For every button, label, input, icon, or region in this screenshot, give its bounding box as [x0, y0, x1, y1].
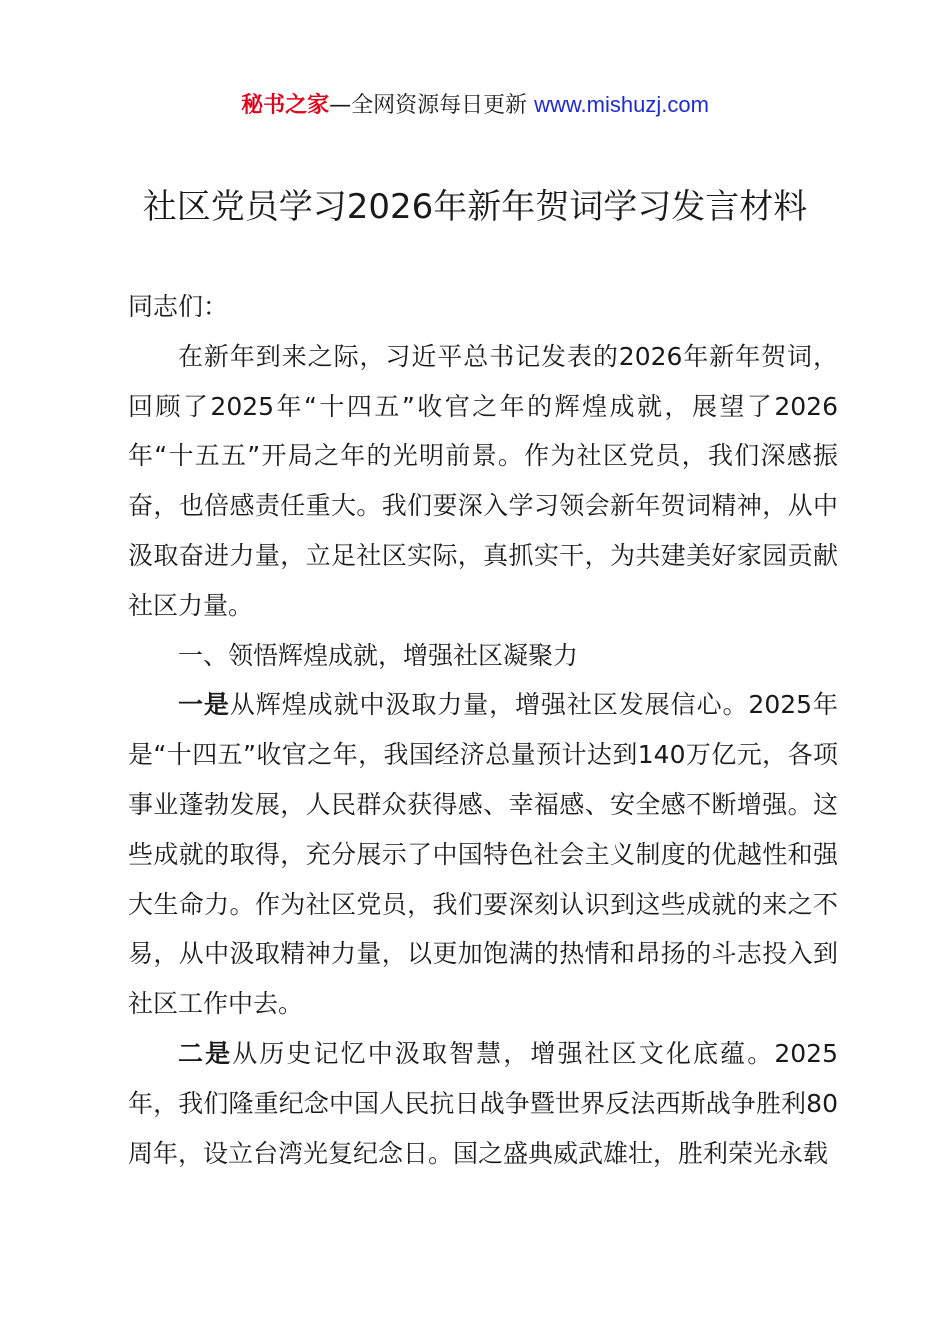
point-two-text: 从历史记忆中汲取智慧，增强社区文化底蕴。2025年，我们隆重纪念中国人民抗日战争暨世界反法西斯战争胜利80周年，设立台湾光复纪念日。国之盛典威武雄壮，胜利荣光永载 — [128, 1038, 838, 1168]
document-title: 社区党员学习2026年新年贺词学习发言材料 — [142, 187, 808, 227]
section-heading: 一、领悟辉煌成就，增强社区凝聚力 — [178, 640, 579, 670]
site-url-link[interactable]: www.mishuzj.com — [534, 92, 709, 117]
site-header — [0, 88, 950, 123]
point-one-paragraph — [128, 680, 838, 1029]
document-body — [128, 282, 838, 1178]
header-tagline: —全网资源每日更新 — [329, 93, 535, 118]
point-two-paragraph — [128, 1029, 838, 1178]
point-one-text: 从辉煌成就中汲取力量，增强社区发展信心。2025年是“十四五”收官之年，我国经济总量预计达到140万亿元，各项事业蓬勃发展，人民群众获得感、幸福感、安全感不断增强。这些成就的取得，充分展示了中国特色社会主义制度的优越性和强大生命力。作为社区党员，我们要深刻认识到这些成就的来之不易，从中汲取精神力量，以更加饱满的热情和昂扬的斗志投入到社区工作中去。 — [128, 690, 838, 1019]
intro-paragraph: 在新年到来之际，习近平总书记发表的2026年新年贺词，回顾了2025年“十四五”收官之年的辉煌成就，展望了2026年“十五五”开局之年的光明前景。作为社区党员，我们深感振奋，也倍感责任重大。我们要深入学习领会新年贺词精神，从中汲取奋进力量，立足社区实际，真抓实干，为共建美好家园贡献社区力量。 — [128, 341, 838, 620]
point-one-lead: 一是 — [178, 690, 230, 720]
brand-name: 秘书之家 — [241, 93, 330, 118]
salutation: 同志们： — [128, 292, 229, 321]
point-two-lead: 二是 — [178, 1038, 233, 1068]
